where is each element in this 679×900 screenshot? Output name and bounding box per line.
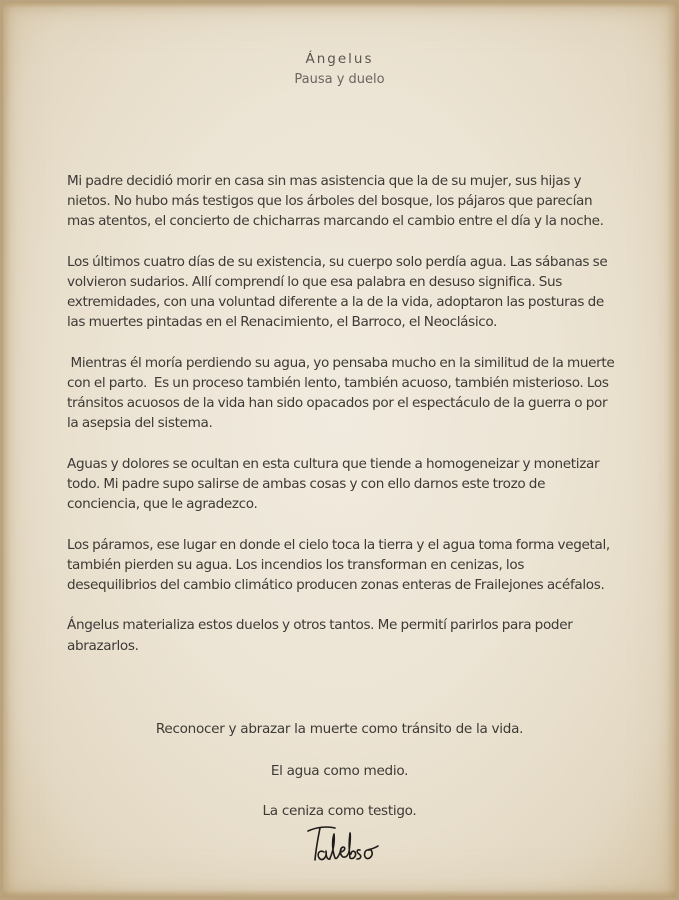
document-body <box>67 171 618 676</box>
paragraph: Ángelus materializa estos duelos y otros tantos. Me permití parirlos para poder abrazarlos. <box>67 617 573 654</box>
paragraph: Mi padre decidió morir en casa sin mas asistencia que la de su mujer, sus hijas y nietos. No hubo más testigos que los árboles del bosque, los pájaros que parecían mas atentos, el concierto de chicharras marcando el cambio entre el día y la noche. <box>67 173 604 230</box>
closing-line-1: Reconocer y abrazar la muerte como tránsito de la vida. <box>155 721 524 737</box>
paragraph: Los últimos cuatro días de su existencia, su cuerpo solo perdía agua. Las sábanas se volvieron sudarios. Allí comprendí lo que esa palabra en desuso significa. Sus extremidades, con una voluntad diferente a la de la vida, adoptaron las posturas de las muertes pintadas en el Renacimiento, el Barroco, el Neoclásico. <box>67 253 608 331</box>
closing-line-2: El agua como medio. <box>270 763 409 779</box>
paper-edge-bottom <box>0 890 679 900</box>
paper-edge-top <box>0 0 679 8</box>
paragraph: Mientras él moría perdiendo su agua, yo pensaba mucho en la similitud de la muerte con el parto. Es un proceso también lento, también acuoso, también misterioso. Los tránsitos acuosos de la vida han sido opacados por el espectáculo de la guerra o por la asepsia del sistema. <box>67 354 618 432</box>
document-title: Ángelus <box>305 51 374 67</box>
document-header <box>0 50 679 89</box>
paragraph: Los páramos, ese lugar en donde el cielo toca la tierra y el agua toma forma vegetal, también pierden su agua. Los incendios los transforman en cenizas, los desequilibrios del cambio climático producen zonas enteras de Frailejones acéfalos. <box>67 536 610 593</box>
handwritten-signature <box>305 822 389 868</box>
paragraph: Aguas y dolores se ocultan en esta cultura que tiende a homogeneizar y monetizar todo. Mi padre supo salirse de ambas cosas y con ello darnos este trozo de conciencia, que le agradezco. <box>67 455 600 513</box>
closing-line-3: La ceniza como testigo. <box>262 803 417 819</box>
document-subtitle: Pausa y duelo <box>294 72 385 87</box>
